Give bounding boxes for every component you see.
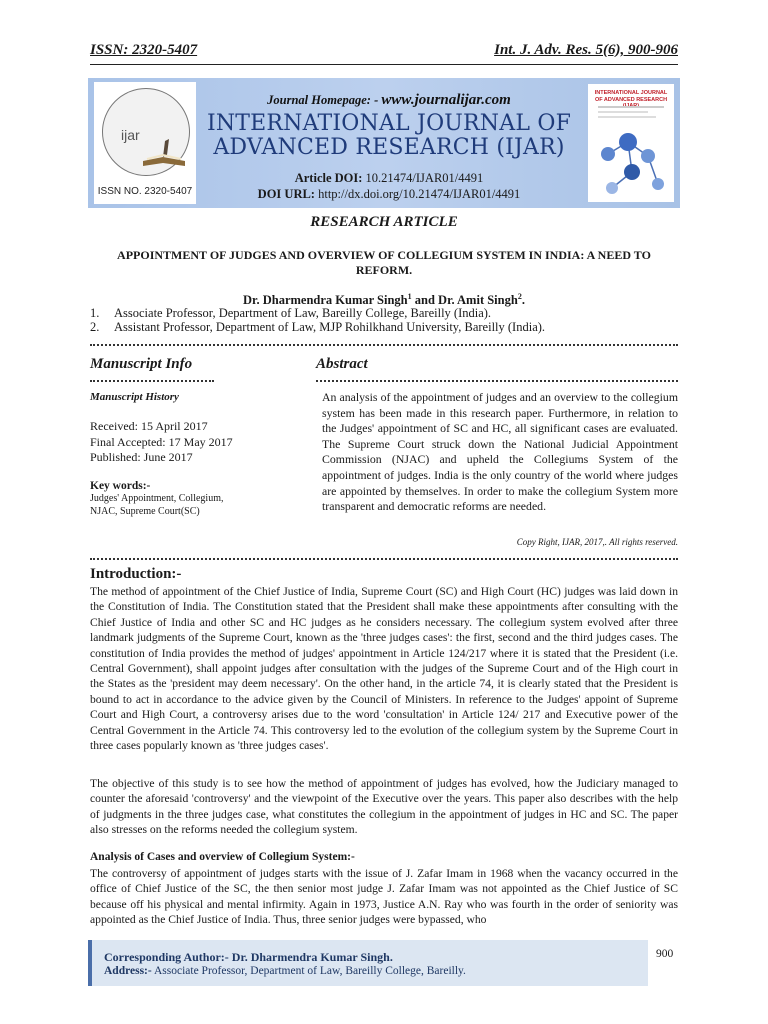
dotted-divider [90,336,678,346]
copyright-notice: Copy Right, IJAR, 2017,. All rights reserved. [516,537,678,547]
affiliation-1: 1. Associate Professor, Department of Law, Bareilly College, Bareilly (India). [90,306,492,320]
keywords-heading: Key words:- [90,480,151,492]
running-header [90,40,678,65]
logo-issn: ISSN NO. 2320-5407 [97,186,193,197]
journal-name-line1: INTERNATIONAL JOURNAL OF [206,111,572,136]
article-type: RESEARCH ARTICLE [310,214,458,230]
cover-title: INTERNATIONAL JOURNAL OF ADVANCED RESEARCH [594,90,668,103]
manuscript-dates [90,419,233,466]
introduction-paragraph-2: The objective of this study is to see how the method of appointment of judges has evolved, how the Judiciary managed to counter the aforesaid 'controversy' and the viewpoint of the Executive over the years. This paper also describes with the help of judgments in the three judges case, what constitutes the collegium in the appointment of judges in HC and SC. The paper also stresses on the reforms needed the collegium system. [90,777,678,837]
analysis-heading: Analysis of Cases and overview of Collegium System:- [90,851,355,863]
analysis-paragraph: The controversy of appointment of judges starts with the issue of J. Zafar Imam in 1968 when the vacancy occurred in the office of Chief Justice of the SC, the then senior most judge J. Zafar Imam was not appointed as the Chief Justice of SC because off his physical and mental infirmity. Again in 1973, Justice A.N. Ray who was fourth in the order of seniority was appointed as the Chief Justice of India. Thus, three senior judges were bypassed, who [90,867,678,927]
manuscript-history-label: Manuscript History [90,391,179,403]
corresponding-author-line: Corresponding Author:- Dr. Dharmendra Kumar Singh. [104,950,393,964]
journal-name-line2: ADVANCED RESEARCH (IJAR) [213,135,565,160]
manuscript-dotted-divider [90,372,214,382]
doi-url-label: DOI URL: [257,187,315,201]
author-2: Dr. Amit Singh [438,293,518,308]
molecule-graphic [588,84,674,202]
affiliations [90,306,545,334]
book-quill-icon [141,139,187,169]
manuscript-info-heading: Manuscript Info [90,356,193,372]
keywords-line-2: NJAC, Supreme Court(SC) [90,505,200,517]
published-date: Published: June 2017 [90,450,193,464]
accepted-date: Final Accepted: 17 May 2017 [90,434,233,449]
introduction-heading: Introduction:- [90,566,182,582]
received-date: Received: 15 April 2017 [90,419,208,433]
paper-title: APPOINTMENT OF JUDGES AND OVERVIEW OF COLLEGIUM SYSTEM IN INDIA: A NEED TO REFORM. [117,248,651,277]
article-doi: 10.21474/IJAR01/4491 [365,171,484,185]
logo-emblem [102,88,190,176]
corresponding-author-box [88,940,648,986]
homepage-label: Journal Homepage: - [267,93,379,107]
author-join: and [411,293,439,308]
journal-name [200,112,578,160]
author-1: Dr. Dharmendra Kumar Singh [243,293,408,308]
article-doi-label: Article DOI: [294,171,363,185]
journal-logo [94,82,196,204]
page-number: 900 [656,948,674,960]
dotted-divider [90,550,678,560]
author-end: . [521,293,525,308]
doi-block [200,170,578,202]
homepage-url[interactable]: www.journalijar.com [381,92,511,108]
affiliation-2: 2. Assistant Professor, Department of Law, MJP Rohilkhand University, Bareilly (India). [90,320,546,334]
author-2-sup: 2 [517,292,522,301]
journal-banner [88,78,680,208]
abstract-heading: Abstract [316,356,368,372]
citation-label: Int. J. Adv. Res. 5(6), 900-906 [494,42,678,58]
journal-cover-image [588,84,674,202]
keywords-line-1: Judges' Appointment, Collegium, [90,493,224,504]
issn-label: ISSN: 2320-5407 [90,42,198,58]
address-line: Address:- Associate Professor, Department of Law, Bareilly College, Bareilly. [104,965,466,977]
introduction-paragraph-1: The method of appointment of the Chief Justice of India, Supreme Court (SC) and High Court (HC) judges was laid down in the Constitution of India. The Constitution stated that the President shall make these appointments after consulting with the Chief Justice of India and other SC and HC judges as he considers necessary. The collegium system evolved after three landmark judgments of the Supreme Court, known as the 'three judges cases': the first, second and the third judges cases. The constitution of India provides the method of judges' appointment in Article 124/217 where it is stated that the President (i.e. Central Government), shall appoint judges after consultation with the judges of the Supreme Court and of the High court in the States as the 'president may deem necessary'. On the other hand, in the article 74, it is clearly stated that the President is bound to act in accordance to the advice given by the Council of Ministers. In reference to the Judges' appoint of Supreme Court and High Court, a controversy arises due to the word 'consultation' in Article 124/ 217 and Executive power of the Central Government in the Article 74. This controversy led to the evolution of the collegium system by the Supreme Court in three cases popularly known as 'three judges cases'. [90,585,678,753]
abstract-dotted-divider [316,372,678,382]
journal-homepage [200,92,578,109]
abstract-text: An analysis of the appointment of judges and an overview to the collegium system has been made in this research paper. Furthermore, in relation to the Judges' appointment of SC and HC, all significant cases are evaluated. The Supreme Court struck down the National Judicial Appointment Commission (NJAC) and upheld the Collegiums System of the appointment of judges. India is the only country of the world where judges are appointed by themselves. In order to make the collegium System more transparent and democratic reforms are needed. [322,390,678,514]
author-1-sup: 1 [407,292,412,301]
keywords [90,493,290,518]
logo-text: ijar [121,127,140,143]
doi-url[interactable]: http://dx.doi.org/10.21474/IJAR01/4491 [318,187,521,201]
